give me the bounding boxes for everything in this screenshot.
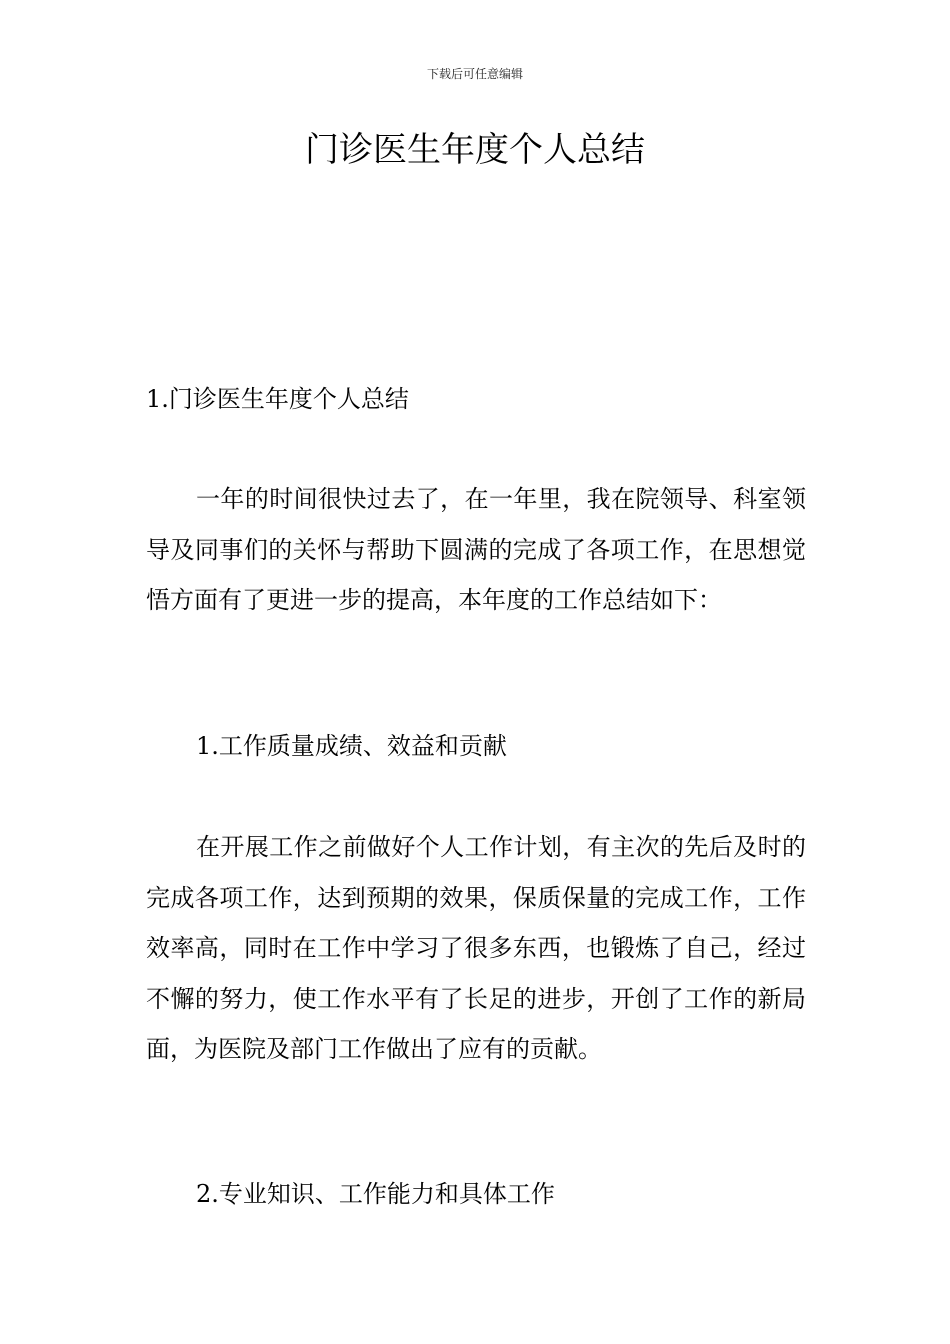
intro-paragraph: 一年的时间很快过去了，在一年里，我在院领导、科室领导及同事们的关怀与帮助下圆满的完成了各项工作，在思想觉悟方面有了更进一步的提高，本年度的工作总结如下： (146, 485, 806, 614)
section-2-heading: 2.专业知识、工作能力和具体工作 (196, 1180, 555, 1208)
header-note: 下载后可任意编辑 (426, 67, 523, 81)
section-subtitle: 1.门诊医生年度个人总结 (146, 385, 409, 413)
section-1-heading: 1.工作质量成绩、效益和贡献 (196, 732, 507, 760)
section-1-paragraph: 在开展工作之前做好个人工作计划，有主次的先后及时的完成各项工作，达到预期的效果，保质保量的完成工作，工作效率高，同时在工作中学习了很多东西，也锻炼了自己，经过不懈的努力，使工作水平有了长足的进步，开创了工作的新局面，为医院及部门工作做出了应有的贡献。 (146, 833, 806, 1063)
document-title: 门诊医生年度个人总结 (305, 130, 645, 170)
